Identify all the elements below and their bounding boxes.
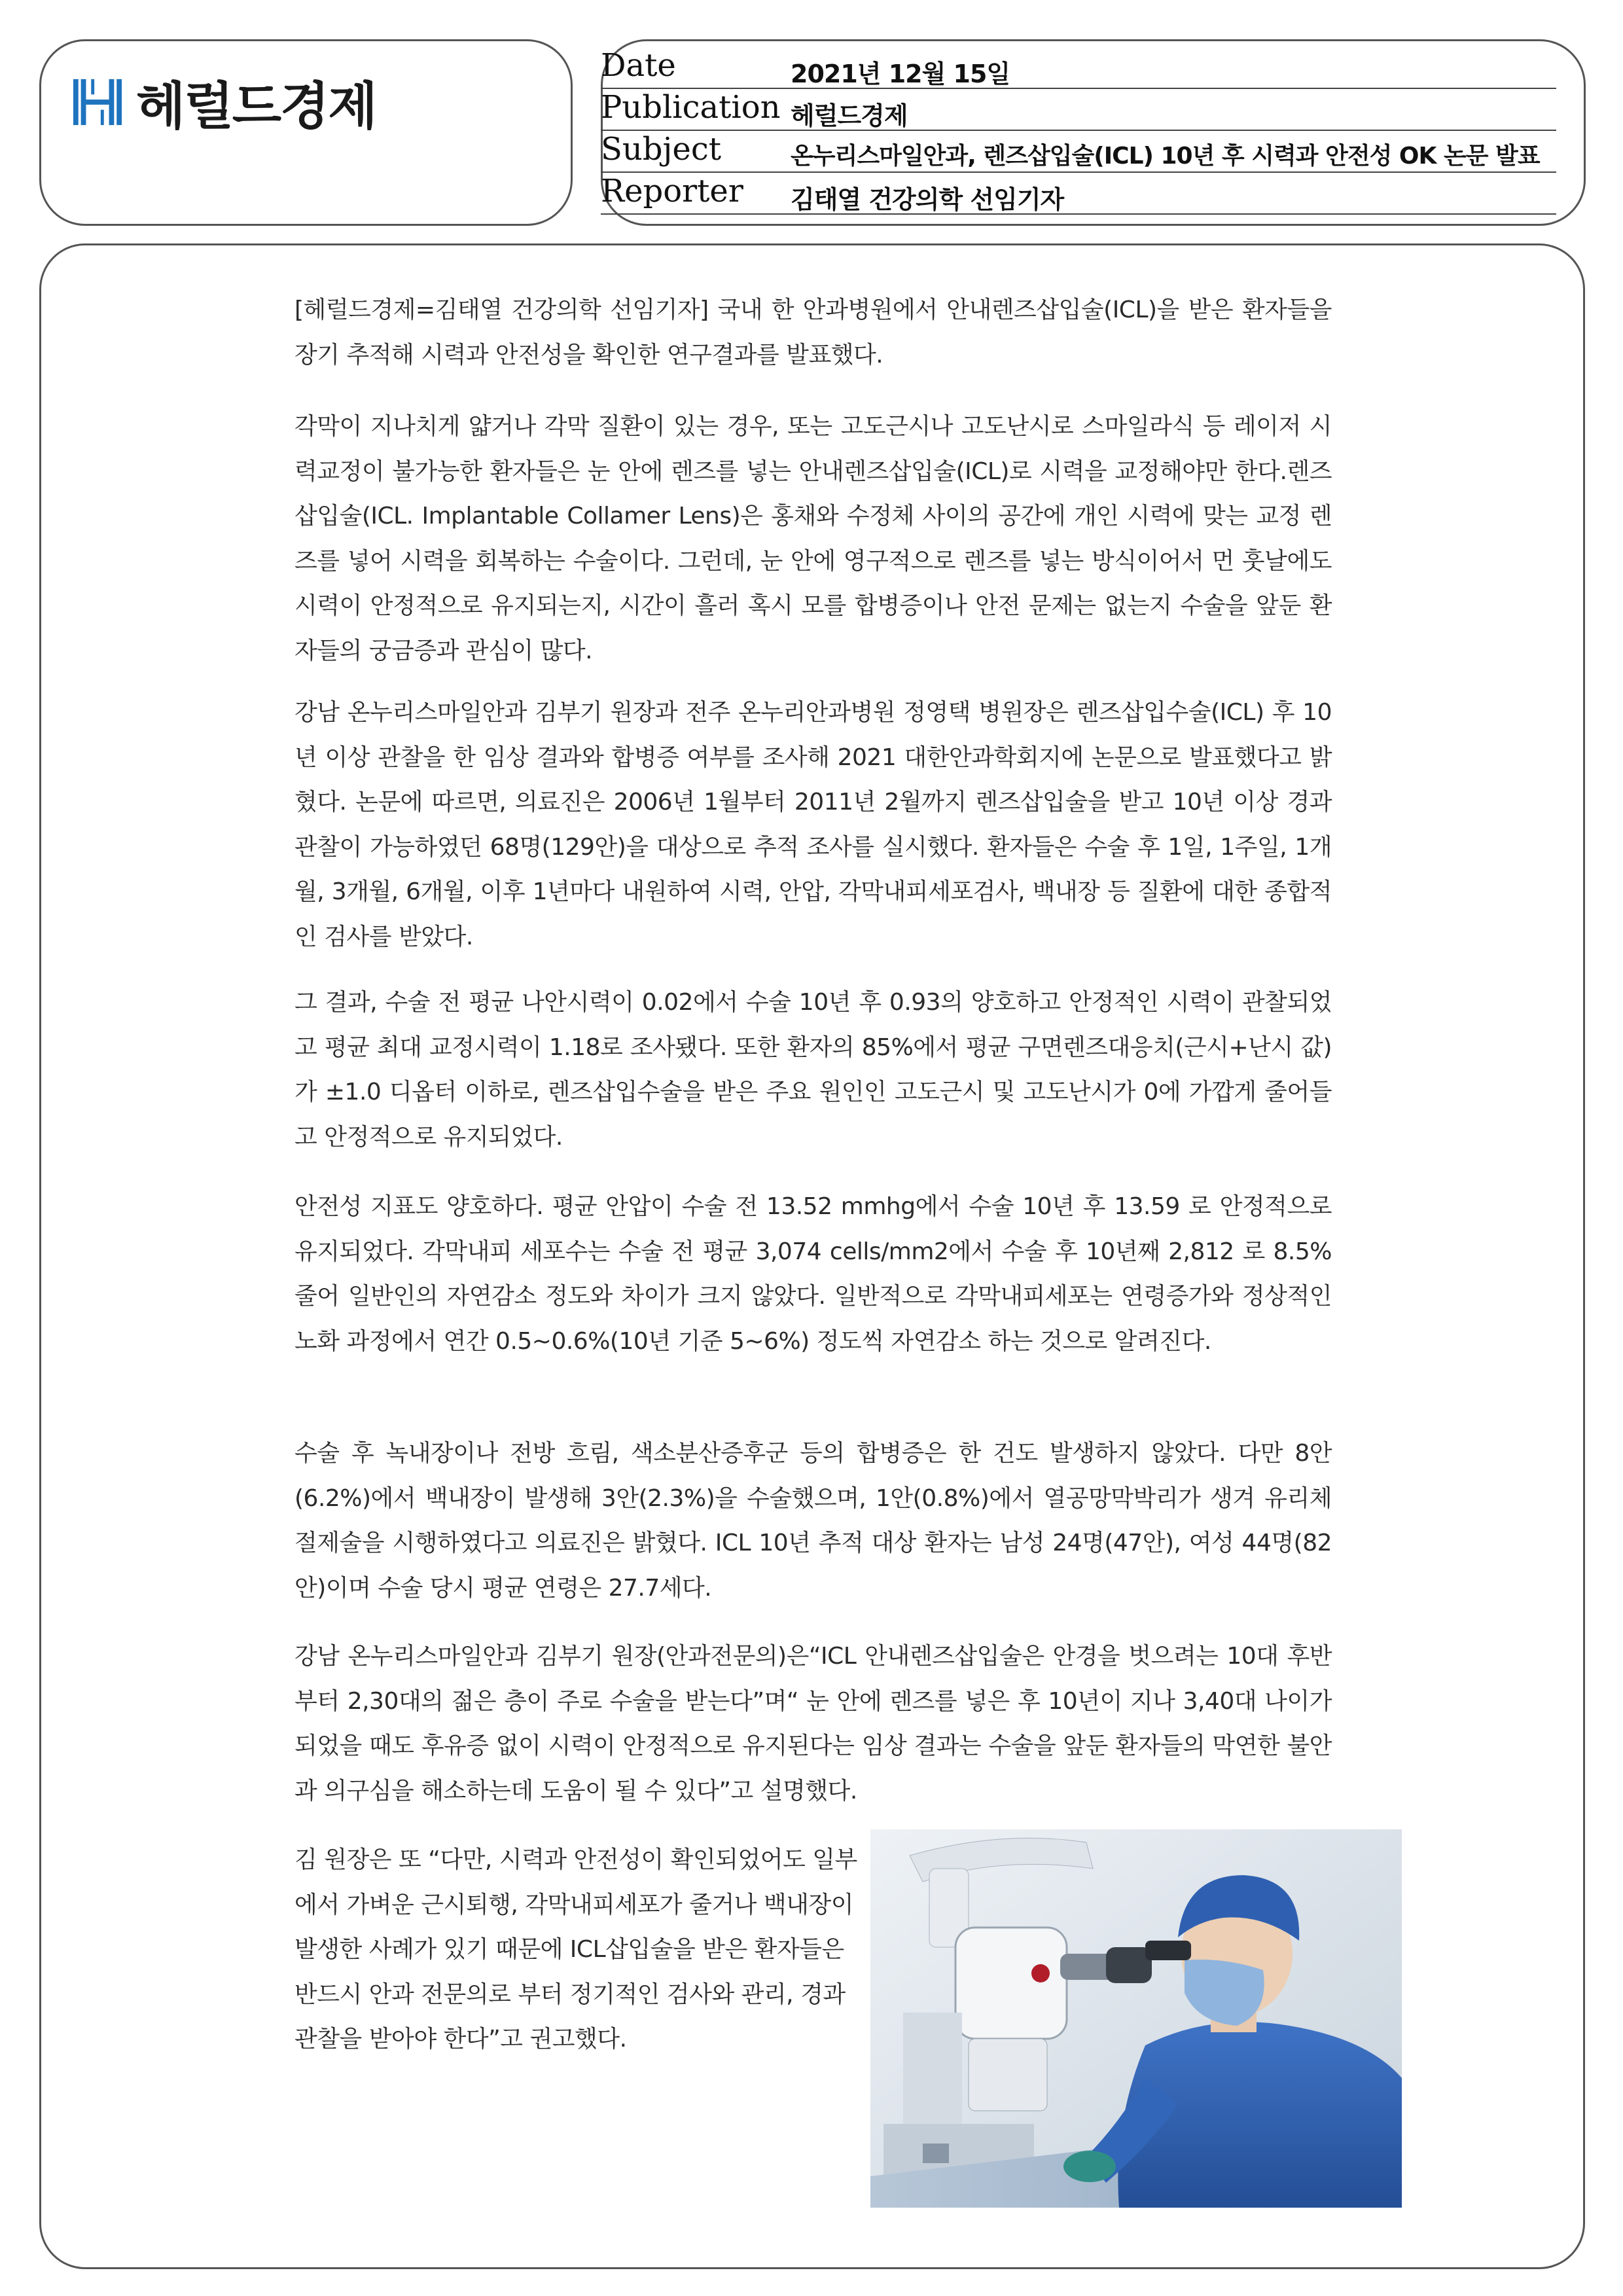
article-paragraph: 수술 후 녹내장이나 전방 흐림, 색소분산증후군 등의 합병증은 한 건도 발생하지 않았다. 다만 8안(6.2%)에서 백내장이 발생해 3안(2.3%)을 수술했으며, 1안(0.8%)에서 열공망막박리가 생겨 유리체절제술을 시행하였다고 의료진은 밝혔다. ICL 10년 추적 대상 환자는 남성 24명(47안), 여성 44명(82안)이며 수술 당시 평균 연령은 27.7세다. — [294, 1440, 1332, 1602]
article-paragraph: [헤럴드경제=김태열 건강의학 선임기자] 국내 한 안과병원에서 안내렌즈삽입술(ICL)을 받은 환자들을 장기 추적해 시력과 안전성을 확인한 연구결과를 발표했다. — [294, 296, 1332, 368]
date-label: Date — [601, 47, 676, 84]
meta-divider — [601, 213, 1556, 215]
reporter-label: Reporter — [601, 173, 743, 209]
article-paragraph: 각막이 지나치게 얇거나 각막 질환이 있는 경우, 또는 고도근시나 고도난시로 스마일라식 등 레이저 시력교정이 불가능한 환자들은 눈 안에 렌즈를 넣는 안내렌즈삽입술(ICL)로 시력을 교정해야만 한다.렌즈삽입술(ICL. Implantable Collamer Lens)은 홍채와 수정체 사이의 공간에 개인 시력에 맞는 교정 렌즈를 넣어 시력을 회복하는 수술이다. 그런데, 눈 안에 영구적으로 렌즈를 넣는 방식이어서 먼 훗날에도 시력이 안정적으로 유지되는지, 시간이 흘러 혹시 모를 합병증이나 안전 문제는 없는지 수술을 앞둔 환자들의 궁금증과 관심이 많다. — [294, 413, 1332, 664]
article-paragraph: 안전성 지표도 양호하다. 평균 안압이 수술 전 13.52 mmhg에서 수술 10년 후 13.59 로 안정적으로 유지되었다. 각막내피 세포수는 수술 전 평균 3,074 cells/mm2에서 수술 후 10년째 2,812 로 8.5% 줄어 일반인의 자연감소 정도와 차이가 크지 않았다. 일반적으로 각막내피세포는 연령증가와 정상적인 노화 과정에서 연간 0.5~0.6%(10년 기준 5~6%) 정도씩 자연감소 하는 것으로 알려진다. — [294, 1193, 1332, 1355]
surgeon-illustration — [870, 1829, 1402, 2208]
article-paragraph: 그 결과, 수술 전 평균 나안시력이 0.02에서 수술 10년 후 0.93의 양호하고 안정적인 시력이 관찰되었고 평균 최대 교정시력이 1.18로 조사됐다. 또한 환자의 85%에서 평균 구면렌즈대응치(근시+난시 값)가 ±1.0 디옵터 이하로, 렌즈삽입수술을 받은 주요 원인인 고도근시 및 고도난시가 0에 가깝게 줄어들고 안정적으로 유지되었다. — [294, 989, 1332, 1151]
publication-logo — [72, 65, 376, 139]
date-value: 2021년 12월 15일 — [791, 60, 1010, 88]
logo-text: 헤럴드경제 — [136, 77, 376, 136]
publication-value: 헤럴드경제 — [791, 101, 908, 130]
logo-mark-icon — [72, 77, 123, 128]
publication-label: Publication — [601, 89, 781, 126]
reporter-value: 김태열 건강의학 선임기자 — [791, 185, 1064, 214]
surgeon-photo — [870, 1829, 1402, 2208]
article-paragraph: 김 원장은 또 “다만, 시력과 안전성이 확인되었어도 일부에서 가벼운 근시퇴행, 각막내피세포가 줄거나 백내장이 발생한 사례가 있기 때문에 ICL삽입술을 받은 환자들은 반드시 안과 전문의로 부터 정기적인 검사와 관리, 경과 관찰을 받아야 한다”고 권고했다. — [294, 1846, 857, 2053]
subject-value: 온누리스마일안과, 렌즈삽입술(ICL) 10년 후 시력과 안전성 OK 논문 발표 — [791, 143, 1540, 170]
article-paragraph: 강남 온누리스마일안과 김부기 원장(안과전문의)은“ICL 안내렌즈삽입술은 안경을 벗으려는 10대 후반부터 2,30대의 젊은 층이 주로 수술을 받는다”며“ 눈 안에 렌즈를 넣은 후 10년이 지나 3,40대 나이가 되었을 때도 후유증 없이 시력이 안정적으로 유지된다는 임상 결과는 수술을 앞둔 환자들의 막연한 불안과 의구심을 해소하는데 도움이 될 수 있다”고 설명했다. — [294, 1643, 1332, 1804]
subject-label: Subject — [601, 131, 721, 168]
article-paragraph: 강남 온누리스마일안과 김부기 원장과 전주 온누리안과병원 정영택 병원장은 렌즈삽입수술(ICL) 후 10년 이상 관찰을 한 임상 결과와 합병증 여부를 조사해 2021 대한안과학회지에 논문으로 발표했다고 밝혔다. 논문에 따르면, 의료진은 2006년 1월부터 2011년 2월까지 렌즈삽입술을 받고 10년 이상 경과 관찰이 가능하였던 68명(129안)을 대상으로 추적 조사를 실시했다. 환자들은 수술 후 1일, 1주일, 1개월, 3개월, 6개월, 이후 1년마다 내원하여 시력, 안압, 각막내피세포검사, 백내장 등 질환에 대한 종합적인 검사를 받았다. — [294, 699, 1332, 950]
